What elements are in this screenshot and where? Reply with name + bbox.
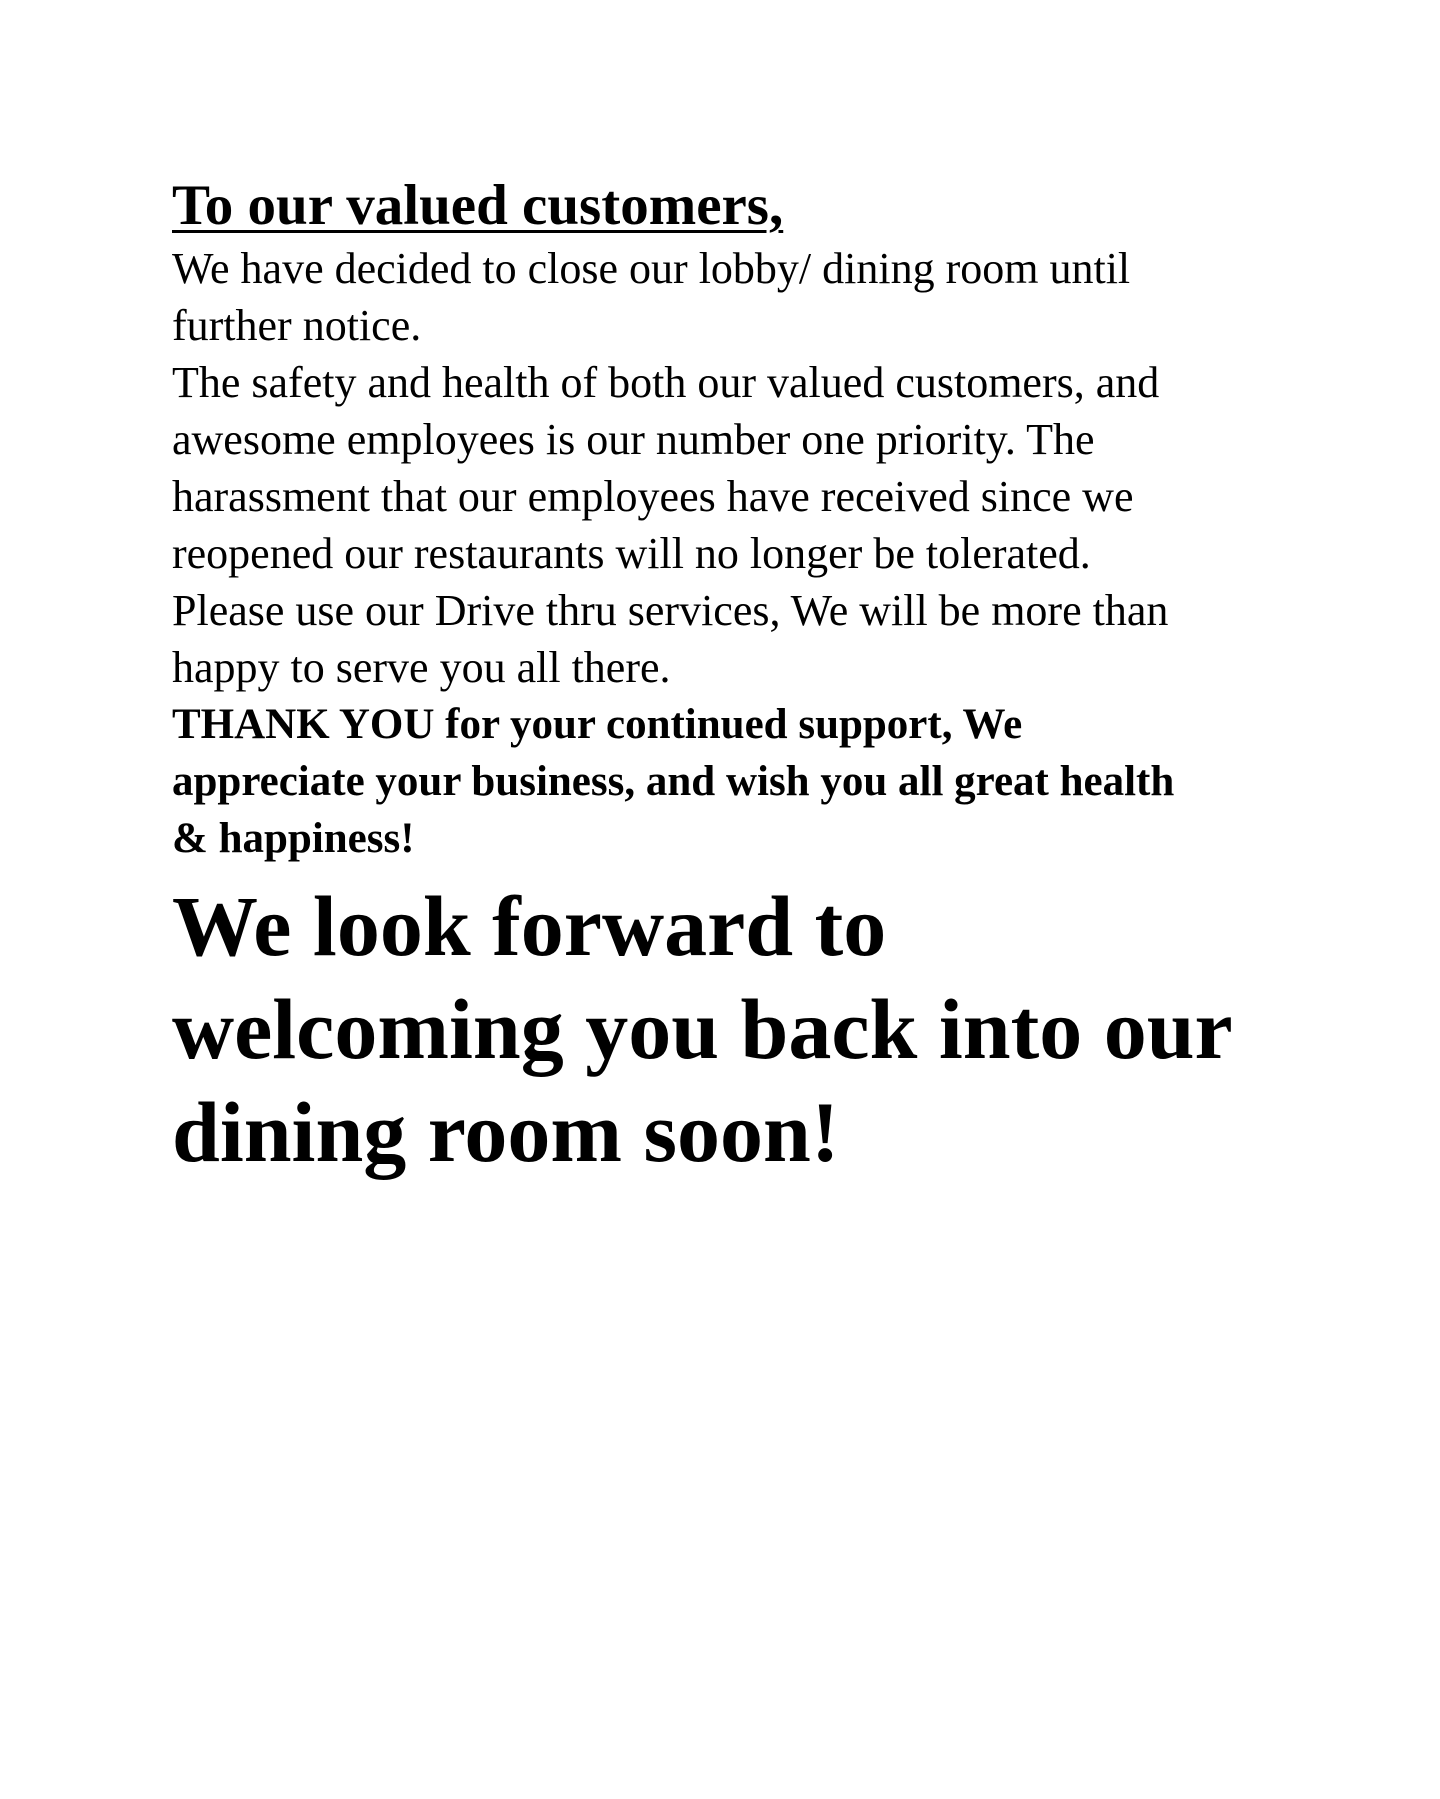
- body-line: Please use our Drive thru services, We will be more than: [172, 586, 1169, 635]
- body-line: We have decided to close our lobby/ dining room until: [172, 244, 1131, 293]
- closing-line: We look forward to: [172, 878, 887, 974]
- closing-line: welcoming you back into our: [172, 981, 1233, 1077]
- thanks-line: appreciate your business, and wish you all great health: [172, 758, 1175, 805]
- thanks-line: THANK YOU for your continued support, We: [172, 701, 1023, 748]
- body-line: harassment that our employees have received since we: [172, 472, 1134, 521]
- notice-document: [172, 172, 1312, 1184]
- body-line: happy to serve you all there.: [172, 643, 671, 692]
- thanks-line: & happiness!: [172, 815, 415, 862]
- body-line: further notice.: [172, 301, 422, 350]
- thank-you-message: [172, 696, 1312, 867]
- closing-line: dining room soon!: [172, 1084, 840, 1180]
- notice-body: [172, 240, 1312, 696]
- body-line: reopened our restaurants will no longer be tolerated.: [172, 529, 1091, 578]
- body-line: The safety and health of both our valued customers, and: [172, 358, 1160, 407]
- greeting-heading: To our valued customers,: [172, 174, 784, 237]
- closing-message: [172, 875, 1312, 1184]
- body-line: awesome employees is our number one priority. The: [172, 415, 1095, 464]
